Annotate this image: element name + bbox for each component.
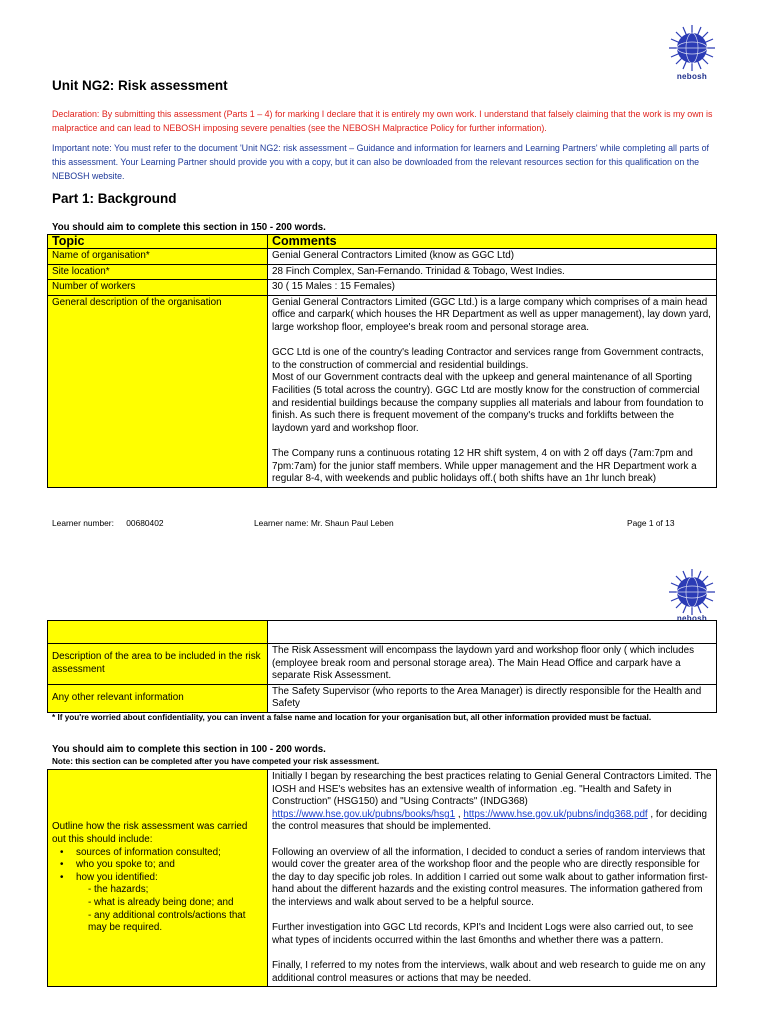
row-comment: 28 Finch Complex, San-Fernando. Trinidad & Tobago, West Indies. [268,264,717,280]
row-topic: Description of the area to be included in the risk assessment [48,644,268,685]
empty-topic-cell [48,621,268,644]
learner-name-value: Mr. Shaun Paul Leben [310,518,394,528]
outline-list [52,847,263,885]
row-topic: Site location* [48,264,268,280]
table-row [48,264,717,280]
list-item: • how you identified: [76,872,263,885]
column-header-comments: Comments [268,235,717,249]
table-row [48,295,717,487]
paragraph-text: , for deciding the control measures that should be implemented. [272,808,707,833]
hsg150-link[interactable]: https://www.hse.gov.uk/pubns/books/hsg1 [272,808,456,820]
learner-number-value: 00680402 [126,518,164,528]
column-header-topic: Topic [48,235,268,249]
learner-name-label: Learner name: [254,518,309,528]
paragraph-text: Initially I began by researching the best practices relating to Genial General Contractors Limited. The IOSH and HSE's websites has an extensive wealth of information .eg. "Health and Safety in Construction" (HSG150) and "Using Contracts" (INDG368) [272,771,712,808]
table-row [48,644,717,685]
paragraph: Finally, I referred to my notes from the interviews, walk about and web research to guide me on any additional control measures or actions that may be needed. [272,959,706,984]
unit-title: Unit NG2: Risk assessment [52,78,228,93]
globe-icon [664,24,720,72]
nebosh-logo [664,24,720,81]
logo-wordmark: nebosh [676,614,708,623]
sub-item: - any additional controls/actions that may be required. [88,909,246,934]
table-row [48,249,717,265]
page-separator [0,540,768,548]
paragraph: Most of our Government contracts deal with the upkeep and general maintenance of all Sporting Facilities (5 total across the country). GGC Ltd are mostly know for the construction of commercial and residential buildings because the company supplies all materials and labour from foundation to finish. As such there is frequent movement of the company's trucks and forklifts between the laydown yard and workshop floor. [272,372,704,434]
paragraph: GCC Ltd is one of the country's leading Contractor and services range from Government contracts, to the construction of commercial and residential buildings. [272,347,704,371]
paragraph: Further investigation into GGC Ltd records, KPI's and Incident Logs were also carried out, to see what types of incidents occurred within the last 6months and whether there was a pattern. [272,922,694,946]
row-topic: Name of organisation* [48,249,268,265]
list-item: • sources of information consulted; [76,847,263,860]
row-topic: Number of workers [48,280,268,296]
row-comment: Genial General Contractors Limited (know as GGC Ltd) [268,249,717,265]
table-header-row [48,235,717,249]
learner-number [52,518,164,528]
method-table [47,769,717,987]
learner-number-label: Learner number: [52,518,114,528]
row-comment: 30 ( 15 Males : 15 Females) [268,280,717,296]
page-number: Page 1 of 13 [627,518,675,528]
row-topic: General description of the organisation [48,295,268,487]
area-table [47,620,717,713]
general-description [268,295,717,487]
empty-comment-cell [268,621,717,644]
declaration-text: Declaration: By submitting this assessment (Parts 1 – 4) for marking I declare that it is entirely my own work. I understand that falsely claiming that the work is my own is malpractice and can lead to NEBOSH imposing severe penalties (see the NEBOSH Malpractice Policy for further information). [52,109,713,133]
background-table [47,234,717,488]
paragraph: The Company runs a continuous rotating 12 HR shift system, 4 on with 2 off days (7am:7pm and 7pm:7am) for the junior staff members. While upper management and the HR Department work a regular 8-4, with weekends and public holidays off.( both shifts have an 1hr lunch break) [272,447,697,485]
method-description [268,770,717,987]
paragraph: Genial General Contractors Limited (GGC Ltd.) is a large company which comprises of a main head office and carpark( which houses the HR Department as well as upper management), lay down yard, large workshop floor, employee's break room and personal storage area. [272,296,711,333]
learner-name [254,518,394,528]
list-item: • who you spoke to; and [76,859,263,872]
table-row [48,770,717,987]
nebosh-logo [664,568,720,623]
sub-item: - the hazards; [88,884,149,896]
paragraph [272,771,712,834]
table-row [48,621,717,644]
part-title: Part 1: Background [52,191,177,206]
word-guidance: You should aim to complete this section in 100 - 200 words. [52,744,326,755]
row-comment: The Risk Assessment will encompass the laydown yard and workshop floor only ( which includes (employee break room and personal storage area). The Main Head Office and carpark have a separate Risk Assessment. [268,644,717,685]
table-row [48,280,717,296]
link-separator: , [455,808,464,820]
outline-cell [48,770,268,987]
word-guidance: You should aim to complete this section in 150 - 200 words. [52,222,326,233]
important-note: Important note: You must refer to the document 'Unit NG2: risk assessment – Guidance and information for learners and Learning Partners' while completing all parts of this assessment. Your Learning Partner should provide you with a copy, but it can also be downloaded from the relevant resources section for this qualification on the NEBOSH website. [52,143,710,181]
indg368-link[interactable]: https://www.hse.gov.uk/pubns/indg368.pdf [463,808,648,820]
row-topic: Any other relevant information [48,684,268,712]
globe-icon [664,568,720,616]
outline-intro: Outline how the risk assessment was carried out this should include: [52,821,248,845]
confidentiality-footnote: * If you're worried about confidentiality, you can invent a false name and location for your organisation but, all other information provided must be factual. [52,713,652,722]
logo-wordmark: nebosh [676,72,708,81]
row-comment: The Safety Supervisor (who reports to the Area Manager) is directly responsible for the Health and Safety [268,684,717,712]
completion-note: Note: this section can be completed after you have competed your risk assessment. [52,757,380,766]
sub-item: - what is already being done; and [88,896,234,908]
paragraph: Following an overview of all the information, I decided to conduct a series of random interviews that would cover the greater area of the workshop floor and the people who are directly responsible for the day to day specific job roles. In addition I carried out some walk about to gather information first-hand about the different hazards and the existing control measures. The information gathered from the interviews and walk about served to be a helpful source. [272,846,708,908]
table-row [48,684,717,712]
